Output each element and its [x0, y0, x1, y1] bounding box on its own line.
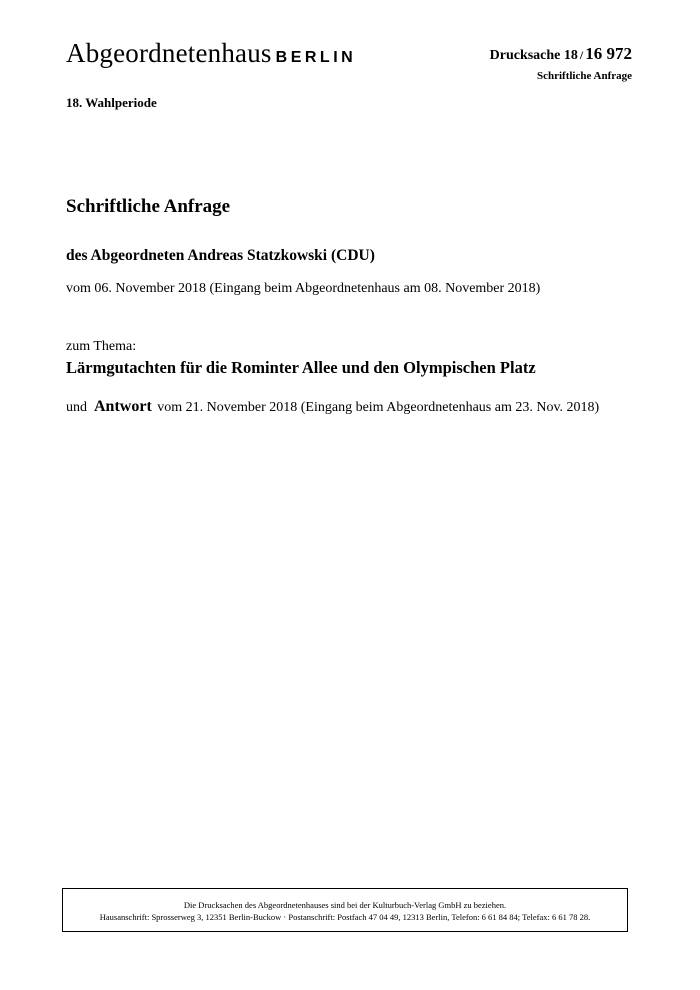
document-type: Schriftliche Anfrage [536, 70, 632, 82]
institution-name: Abgeordnetenhaus [66, 38, 272, 68]
document-number-block [490, 44, 632, 82]
topic-title: Lärmgutachten für die Rominter Allee und den Olympischen Platz [66, 358, 536, 377]
legislative-period: 18. Wahlperiode [66, 95, 157, 110]
topic-label: zum Thema: [66, 339, 137, 354]
document-number [490, 44, 632, 64]
answer-date: vom 21. November 2018 (Eingang beim Abgeordnetenhaus am 23. Nov. 2018) [157, 400, 600, 415]
document-serial: 16 972 [585, 44, 632, 63]
footer-box [62, 888, 628, 932]
page-title: Schriftliche Anfrage [66, 196, 231, 217]
inquiry-date: vom 06. November 2018 (Eingang beim Abgeordnetenhaus am 08. November 2018) [66, 281, 541, 296]
footer-distribution-note: Die Drucksachen des Abgeordnetenhauses sind bei der Kulturbuch-Verlag GmbH zu beziehen. [183, 900, 507, 910]
answer-prefix: und [66, 400, 87, 415]
masthead [66, 38, 356, 69]
answer-line [66, 398, 599, 416]
inquiry-author: des Abgeordneten Andreas Statzkowski (CDU) [66, 247, 375, 264]
city-name: BERLIN [275, 49, 357, 66]
document-label: Drucksache [489, 48, 561, 63]
answer-keyword: Antwort [94, 398, 152, 415]
number-separator: / [579, 48, 584, 62]
period-number: 18 [563, 48, 578, 63]
footer-address: Hausanschrift: Sprosserweg 3, 12351 Berlin-Buckow · Postanschrift: Postfach 47 04 49, 12313 Berlin, Telefon: 6 61 84 84; Telefax: 6 61 78 28. [99, 912, 591, 922]
